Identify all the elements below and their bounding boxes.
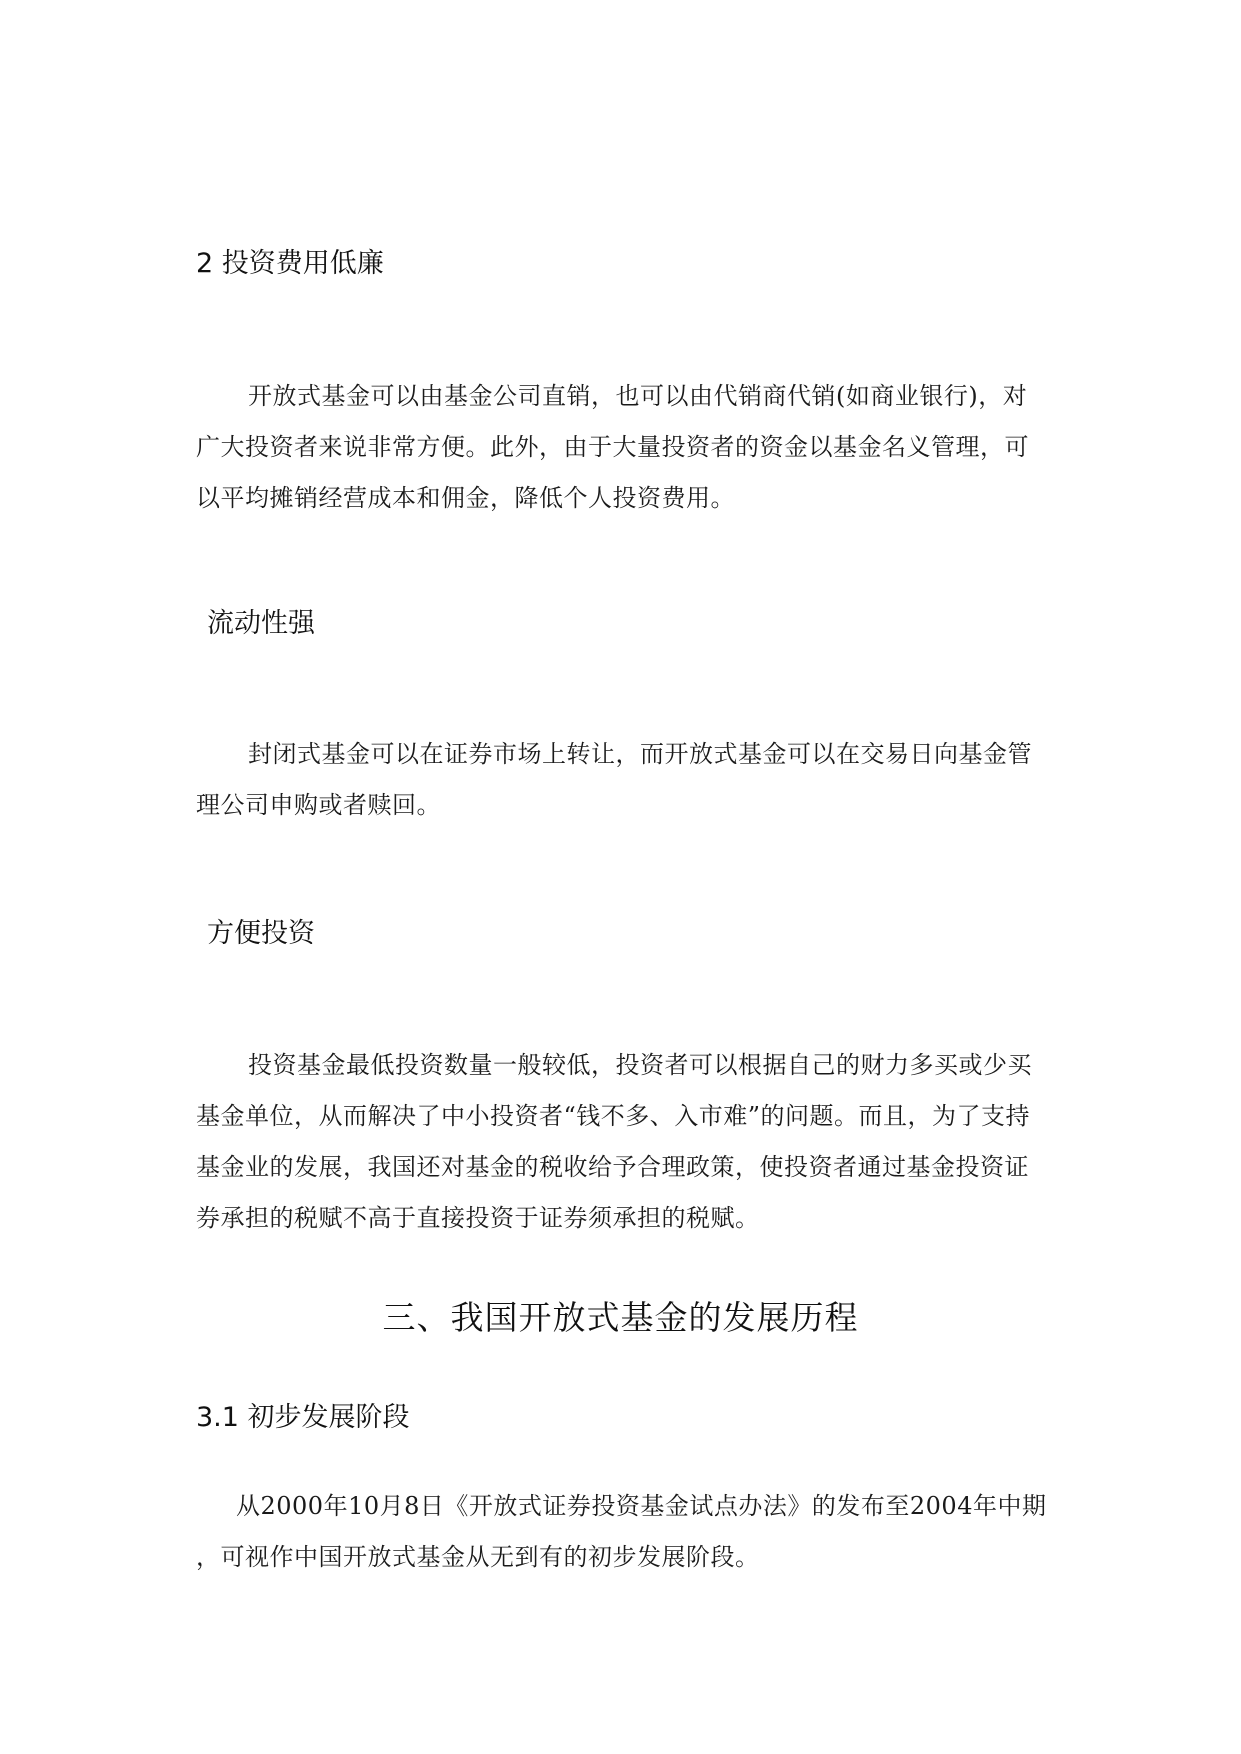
paragraph-line: 券承担的税赋不高于直接投资于证券须承担的税赋。 [196,1204,760,1232]
paragraph-line: 封闭式基金可以在证券市场上转让，而开放式基金可以在交易日向基金管 [248,740,1032,768]
paragraph-line: 基金单位，从而解决了中小投资者“钱不多、入市难”的问题。而且，为了支持 [196,1102,1031,1130]
heading-convenience: 方便投资 [207,918,315,949]
paragraph-low-cost [196,371,1056,524]
paragraph-line: 开放式基金可以由基金公司直销，也可以由代销商代销(如商业银行)，对 [248,382,1028,410]
paragraph-line: 从2000年10月8日《开放式证券投资基金试点办法》的发布至2004年中期 [236,1492,1047,1520]
subheading-initial-stage: 3.1 初步发展阶段 [196,1402,410,1433]
paragraph-line: 理公司申购或者赎回。 [196,791,441,819]
paragraph-line: 广大投资者来说非常方便。此外，由于大量投资者的资金以基金名义管理，可 [196,433,1029,461]
heading-liquidity: 流动性强 [207,608,315,639]
paragraph-line: ，可视作中国开放式基金从无到有的初步发展阶段。 [196,1543,760,1571]
heading-low-cost: 2 投资费用低廉 [196,248,384,279]
paragraph-line: 基金业的发展，我国还对基金的税收给予合理政策，使投资者通过基金投资证 [196,1153,1029,1181]
paragraph-line: 以平均摊销经营成本和佣金，降低个人投资费用。 [196,484,735,512]
chapter-title: 三、我国开放式基金的发展历程 [382,1298,859,1337]
paragraph-convenience [196,1040,1056,1244]
paragraph-initial-stage [196,1481,1076,1583]
paragraph-liquidity [196,729,1056,831]
paragraph-line: 投资基金最低投资数量一般较低，投资者可以根据自己的财力多买或少买 [248,1051,1032,1079]
